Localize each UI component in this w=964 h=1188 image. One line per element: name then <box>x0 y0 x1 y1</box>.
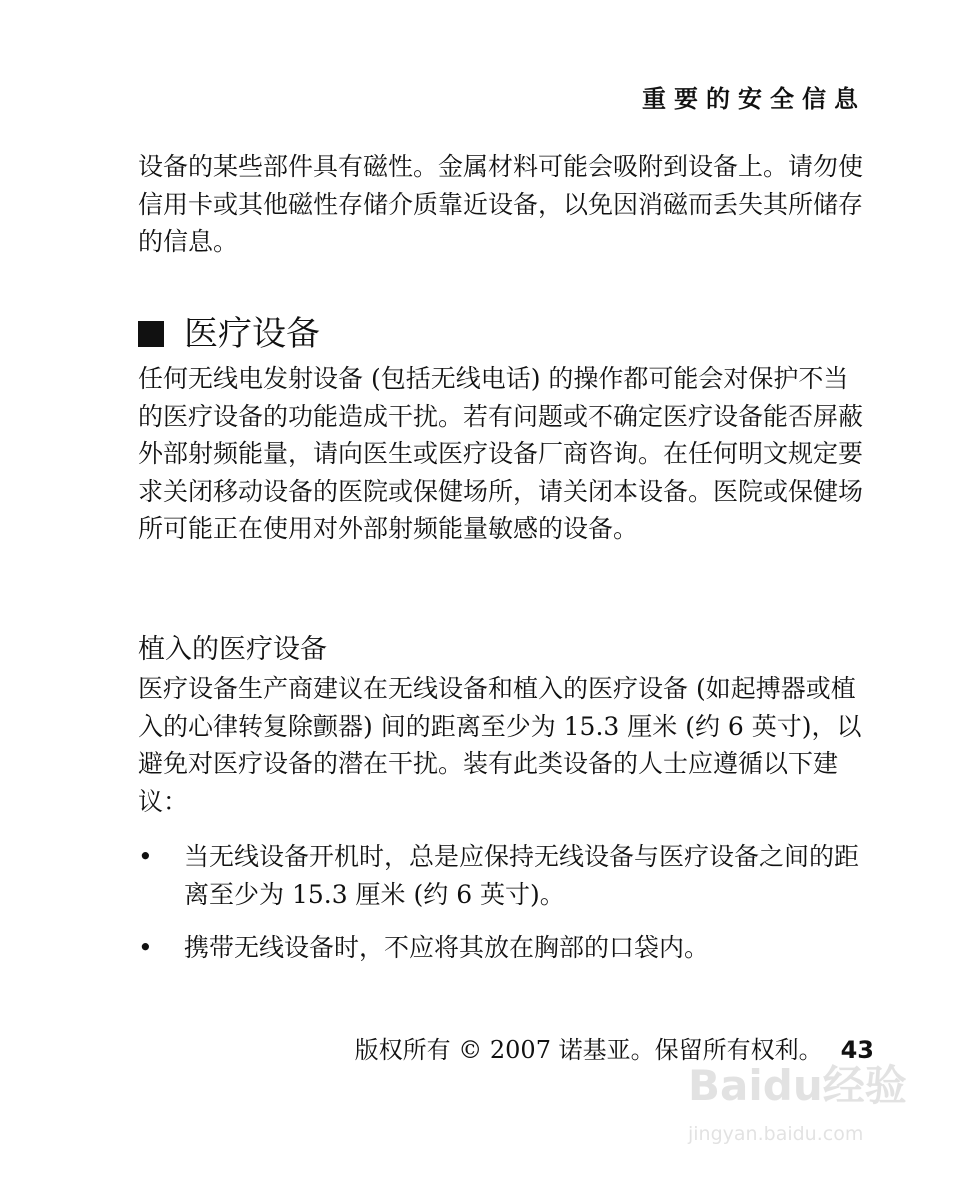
intro-paragraph: 设备的某些部件具有磁性。金属材料可能会吸附到设备上。请勿使信用卡或其他磁性存储介质靠近设备，以免因消磁而丢失其所储存的信息。 <box>138 152 864 256</box>
section-heading <box>138 312 320 356</box>
subsection-heading: 植入的医疗设备 <box>138 634 327 665</box>
bullet-icon: • <box>138 933 153 962</box>
list-item-text: 携带无线设备时，不应将其放在胸部的口袋内。 <box>184 933 710 962</box>
list-item <box>138 838 868 913</box>
subsection-paragraph: 医疗设备生产商建议在无线设备和植入的医疗设备 (如起搏器或植入的心律转复除颤器) 间的距离至少为 15.3 厘米 (约 6 英寸)，以避免对医疗设备的潜在干扰。装有此类设备的人士应遵循以下建议： <box>138 674 862 816</box>
bullet-icon: • <box>138 842 153 871</box>
running-header: 重要的安全信息 <box>642 85 866 113</box>
section-paragraph: 任何无线电发射设备 (包括无线电话) 的操作都可能会对保护不当的医疗设备的功能造成干扰。若有问题或不确定医疗设备能否屏蔽外部射频能量，请向医生或医疗设备厂商咨询。在任何明文规定要求关闭移动设备的医院或保健场所，请关闭本设备。医院或保健场所可能正在使用对外部射频能量敏感的设备。 <box>138 364 864 543</box>
baidu-watermark-logo <box>684 1052 909 1152</box>
recommendation-list <box>138 838 868 983</box>
list-item <box>138 929 868 967</box>
list-item-text: 当无线设备开机时，总是应保持无线设备与医疗设备之间的距离至少为 15.3 厘米 (约 6 英寸)。 <box>184 842 860 909</box>
copyright-notice: 版权所有 © 2007 诺基亚。保留所有权利。 <box>354 1036 823 1064</box>
square-bullet-icon <box>138 321 164 347</box>
section-title: 医疗设备 <box>184 314 320 354</box>
page-number: 43 <box>840 1036 874 1064</box>
svg-text:Baidu经验: Baidu经验 <box>688 1061 907 1110</box>
svg-text:jingyan.baidu.com: jingyan.baidu.com <box>688 1123 864 1145</box>
